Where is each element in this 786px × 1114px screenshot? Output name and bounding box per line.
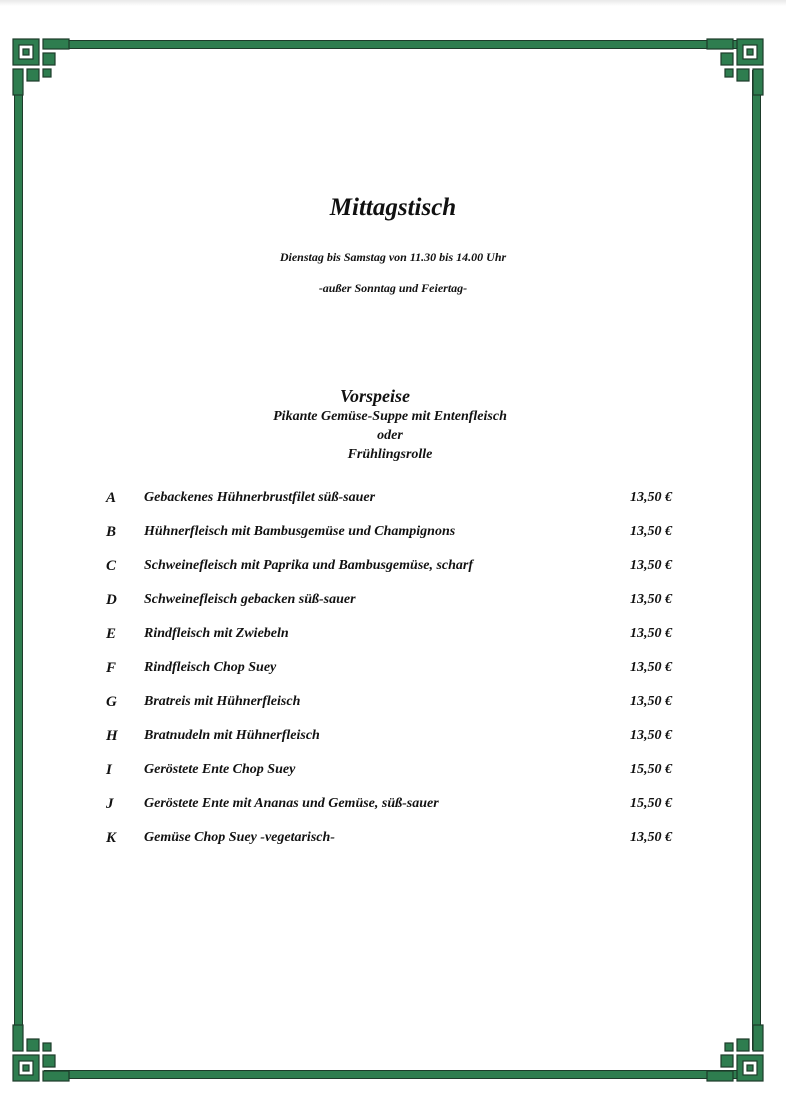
menu-item-letter: B [106,524,117,540]
menu-item [0,490,786,514]
menu-item-letter: C [106,558,117,574]
menu-item [0,660,786,684]
menu-item [0,762,786,786]
menu-item-letter: G [106,694,117,710]
menu-item-dish: Bratnudeln mit Hühnerfleisch [144,728,320,743]
frame-corner-ornament-top-right [700,36,766,102]
menu-item-price: 13,50 € [630,490,672,505]
frame-corner-ornament-bottom-right [700,1018,766,1084]
menu-item-dish: Gemüse Chop Suey -vegetarisch- [144,830,335,845]
menu-item-price: 15,50 € [630,796,672,811]
menu-item-letter: H [106,728,118,744]
starter-heading: Vorspeise [339,386,410,406]
scan-edge [0,0,786,6]
menu-item-dish: Schweinefleisch mit Paprika und Bambusgemüse, scharf [144,558,474,573]
menu-item [0,524,786,548]
menu-item-price: 13,50 € [630,830,672,845]
menu-item-dish: Schweinefleisch gebacken süß-sauer [144,592,356,607]
menu-item-letter: K [106,830,117,846]
frame-top-border [44,40,744,49]
menu-item-letter: E [106,626,117,642]
opening-hours: Dienstag bis Samstag von 11.30 bis 14.00 Uhr [279,250,507,264]
menu-item [0,626,786,650]
menu-item-dish: Geröstete Ente mit Ananas und Gemüse, süß-sauer [144,796,439,811]
greek-key-ornament-icon [700,1018,766,1084]
menu-item-dish: Gebackenes Hühnerbrustfilet süß-sauer [144,490,376,505]
menu-item [0,558,786,582]
menu-item-dish: Hühnerfleisch mit Bambusgemüse und Champignons [144,524,456,539]
menu-item-price: 15,50 € [630,762,672,777]
menu-item-letter: F [106,660,117,676]
starter-section [230,385,550,464]
frame-corner-ornament-top-left [10,36,76,102]
starter-option-soup: Pikante Gemüse-Suppe mit Entenfleisch [273,409,507,424]
menu-item [0,796,786,820]
menu-item-dish: Rindfleisch mit Zwiebeln [144,626,289,641]
frame-bottom-border [44,1070,744,1079]
menu-item-letter: D [106,592,117,608]
menu-item-letter: J [106,796,114,812]
page-title: Mittagstisch [329,194,457,221]
frame-corner-ornament-bottom-left [10,1018,76,1084]
menu-item-price: 13,50 € [630,592,672,607]
greek-key-ornament-icon [10,1018,76,1084]
opening-exception: -außer Sonntag und Feiertag- [318,281,468,295]
menu-item [0,830,786,854]
menu-item-price: 13,50 € [630,524,672,539]
menu-item-dish: Bratreis mit Hühnerfleisch [144,694,301,709]
menu-item-letter: I [106,762,112,778]
menu-item [0,694,786,718]
menu-item-price: 13,50 € [630,558,672,573]
menu-item [0,592,786,616]
menu-item-price: 13,50 € [630,694,672,709]
greek-key-ornament-icon [10,36,76,102]
menu-item-price: 13,50 € [630,626,672,641]
menu-item-dish: Rindfleisch Chop Suey [144,660,277,675]
menu-item-price: 13,50 € [630,660,672,675]
menu-item-letter: A [106,490,117,506]
menu-item [0,728,786,752]
menu-item-dish: Geröstete Ente Chop Suey [144,762,296,777]
starter-option-spring-roll: Frühlingsrolle [347,447,433,462]
starter-or: oder [377,428,403,443]
menu-item-price: 13,50 € [630,728,672,743]
greek-key-ornament-icon [700,36,766,102]
